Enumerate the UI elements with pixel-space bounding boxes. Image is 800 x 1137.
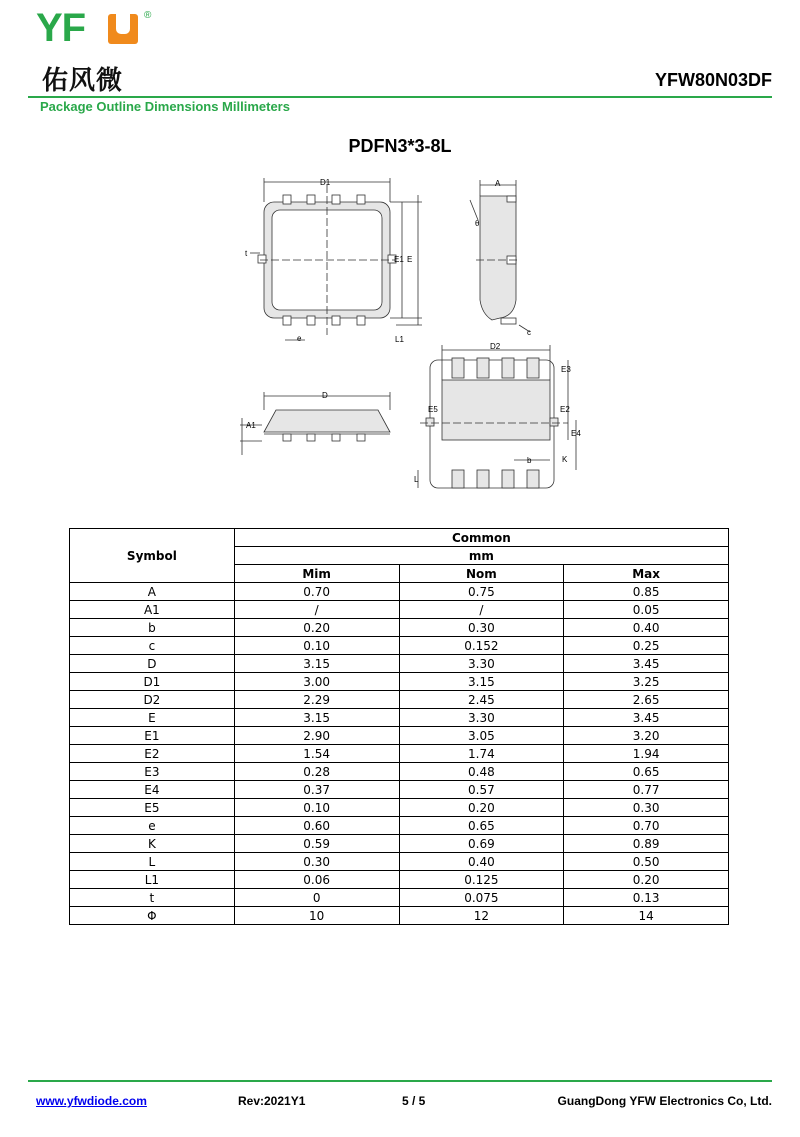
cell-min: 0.37 — [234, 781, 399, 799]
cell-min: 0.10 — [234, 637, 399, 655]
label-b: b — [527, 456, 532, 465]
label-e1: E1 — [394, 255, 404, 264]
cell-nom: 0.075 — [399, 889, 564, 907]
table-row — [70, 835, 729, 853]
cell-min: 0.28 — [234, 763, 399, 781]
cell-nom: 0.40 — [399, 853, 564, 871]
label-e5: E5 — [428, 405, 438, 414]
cell-nom: 0.125 — [399, 871, 564, 889]
cell-nom: 3.30 — [399, 655, 564, 673]
cell-symbol: t — [70, 889, 235, 907]
cell-min: 2.29 — [234, 691, 399, 709]
cell-nom: 3.05 — [399, 727, 564, 745]
company-name: GuangDong YFW Electronics Co, Ltd. — [557, 1094, 772, 1108]
table-row — [70, 745, 729, 763]
cell-max: 3.20 — [564, 727, 729, 745]
cell-max: 3.45 — [564, 655, 729, 673]
header-divider — [28, 96, 772, 98]
cell-nom: 0.20 — [399, 799, 564, 817]
label-c: c — [527, 328, 531, 337]
cell-min: 3.00 — [234, 673, 399, 691]
cell-min: 0.06 — [234, 871, 399, 889]
cell-symbol: E — [70, 709, 235, 727]
cell-max: 0.20 — [564, 871, 729, 889]
cell-max: 0.89 — [564, 835, 729, 853]
top-view — [245, 178, 422, 344]
table-row — [70, 673, 729, 691]
cell-min: 0.10 — [234, 799, 399, 817]
common-header: Common — [234, 529, 728, 547]
table-row — [70, 691, 729, 709]
footer-divider — [28, 1080, 772, 1082]
cell-max: 0.30 — [564, 799, 729, 817]
cell-min: 0.59 — [234, 835, 399, 853]
cell-symbol: L — [70, 853, 235, 871]
cell-nom: 2.45 — [399, 691, 564, 709]
cell-min: 0.70 — [234, 583, 399, 601]
table-row — [70, 601, 729, 619]
label-d1: D1 — [320, 178, 331, 187]
cell-nom: 3.15 — [399, 673, 564, 691]
cell-symbol: E5 — [70, 799, 235, 817]
cell-symbol: A1 — [70, 601, 235, 619]
label-e3: E3 — [561, 365, 571, 374]
revision-label: Rev:2021Y1 — [238, 1094, 306, 1108]
label-e2: E2 — [560, 405, 570, 414]
nom-header: Nom — [399, 565, 564, 583]
cell-symbol: Φ — [70, 907, 235, 925]
label-k: K — [562, 455, 568, 464]
cell-nom: 1.74 — [399, 745, 564, 763]
label-a: A — [495, 179, 501, 188]
cell-nom: 3.30 — [399, 709, 564, 727]
label-d: D — [322, 391, 328, 400]
table-row — [70, 889, 729, 907]
cell-max: 0.25 — [564, 637, 729, 655]
logo-latin-text: YF — [36, 6, 86, 50]
cell-symbol: A — [70, 583, 235, 601]
cell-min: 3.15 — [234, 655, 399, 673]
cell-nom: 12 — [399, 907, 564, 925]
cell-min: 10 — [234, 907, 399, 925]
cell-max: 0.70 — [564, 817, 729, 835]
cell-symbol: D — [70, 655, 235, 673]
table-row — [70, 817, 729, 835]
cell-max: 0.13 — [564, 889, 729, 907]
label-l: L — [414, 475, 419, 484]
table-row — [70, 619, 729, 637]
cell-symbol: c — [70, 637, 235, 655]
table-row — [70, 637, 729, 655]
part-number: YFW80N03DF — [654, 70, 772, 90]
table-row — [70, 907, 729, 925]
cell-nom: 0.65 — [399, 817, 564, 835]
min-header: Mim — [234, 565, 399, 583]
registered-mark: ® — [144, 10, 152, 21]
cell-min: 0.30 — [234, 853, 399, 871]
cell-symbol: L1 — [70, 871, 235, 889]
cell-symbol: E1 — [70, 727, 235, 745]
cell-nom: 0.30 — [399, 619, 564, 637]
section-title: Package Outline Dimensions Millimeters — [40, 99, 290, 114]
front-view — [240, 391, 390, 455]
label-a1: A1 — [246, 421, 256, 430]
table-row — [70, 871, 729, 889]
bottom-view — [414, 342, 581, 488]
cell-max: 0.77 — [564, 781, 729, 799]
cell-symbol: E3 — [70, 763, 235, 781]
cell-symbol: D2 — [70, 691, 235, 709]
cell-max: 0.05 — [564, 601, 729, 619]
table-row — [70, 799, 729, 817]
cell-nom: 0.69 — [399, 835, 564, 853]
page-number: 5 / 5 — [402, 1094, 426, 1108]
company-logo — [36, 8, 156, 98]
symbol-header: Symbol — [70, 529, 235, 583]
dimensions-table-body — [70, 583, 729, 925]
cell-min: 0.20 — [234, 619, 399, 637]
cell-max: 2.65 — [564, 691, 729, 709]
cell-min: 0.60 — [234, 817, 399, 835]
package-title: PDFN3*3-8L — [348, 136, 452, 156]
unit-header: mm — [234, 547, 728, 565]
table-row — [70, 853, 729, 871]
cell-min: 2.90 — [234, 727, 399, 745]
label-e-pitch: e — [297, 334, 302, 343]
dimensions-table — [69, 528, 729, 925]
cell-nom: 0.48 — [399, 763, 564, 781]
cell-nom: / — [399, 601, 564, 619]
cell-max: 0.40 — [564, 619, 729, 637]
cell-max: 14 — [564, 907, 729, 925]
label-t: t — [245, 249, 248, 258]
label-l1: L1 — [395, 335, 404, 344]
cell-max: 0.50 — [564, 853, 729, 871]
label-theta: θ — [475, 219, 480, 228]
cell-max: 1.94 — [564, 745, 729, 763]
cell-symbol: E2 — [70, 745, 235, 763]
cell-nom: 0.57 — [399, 781, 564, 799]
table-row — [70, 727, 729, 745]
table-row — [70, 709, 729, 727]
label-e4: E4 — [571, 429, 581, 438]
logo-chinese-text: 佑风微 — [42, 66, 124, 96]
cell-symbol: b — [70, 619, 235, 637]
cell-nom: 0.152 — [399, 637, 564, 655]
cell-nom: 0.75 — [399, 583, 564, 601]
label-d2: D2 — [490, 342, 501, 351]
cell-symbol: K — [70, 835, 235, 853]
cell-symbol: E4 — [70, 781, 235, 799]
cell-symbol: e — [70, 817, 235, 835]
table-row — [70, 655, 729, 673]
cell-min: 3.15 — [234, 709, 399, 727]
cell-symbol: D1 — [70, 673, 235, 691]
cell-max: 3.25 — [564, 673, 729, 691]
side-view — [470, 179, 531, 337]
cell-max: 0.85 — [564, 583, 729, 601]
cell-max: 0.65 — [564, 763, 729, 781]
cell-min: / — [234, 601, 399, 619]
website-link[interactable]: www.yfwdiode.com — [36, 1094, 147, 1108]
table-row — [70, 763, 729, 781]
max-header: Max — [564, 565, 729, 583]
table-row — [70, 583, 729, 601]
package-outline-drawing — [0, 160, 800, 510]
cell-min: 0 — [234, 889, 399, 907]
label-e: E — [407, 255, 413, 264]
cell-max: 3.45 — [564, 709, 729, 727]
cell-min: 1.54 — [234, 745, 399, 763]
logo-u-mark — [108, 14, 138, 44]
table-row — [70, 781, 729, 799]
